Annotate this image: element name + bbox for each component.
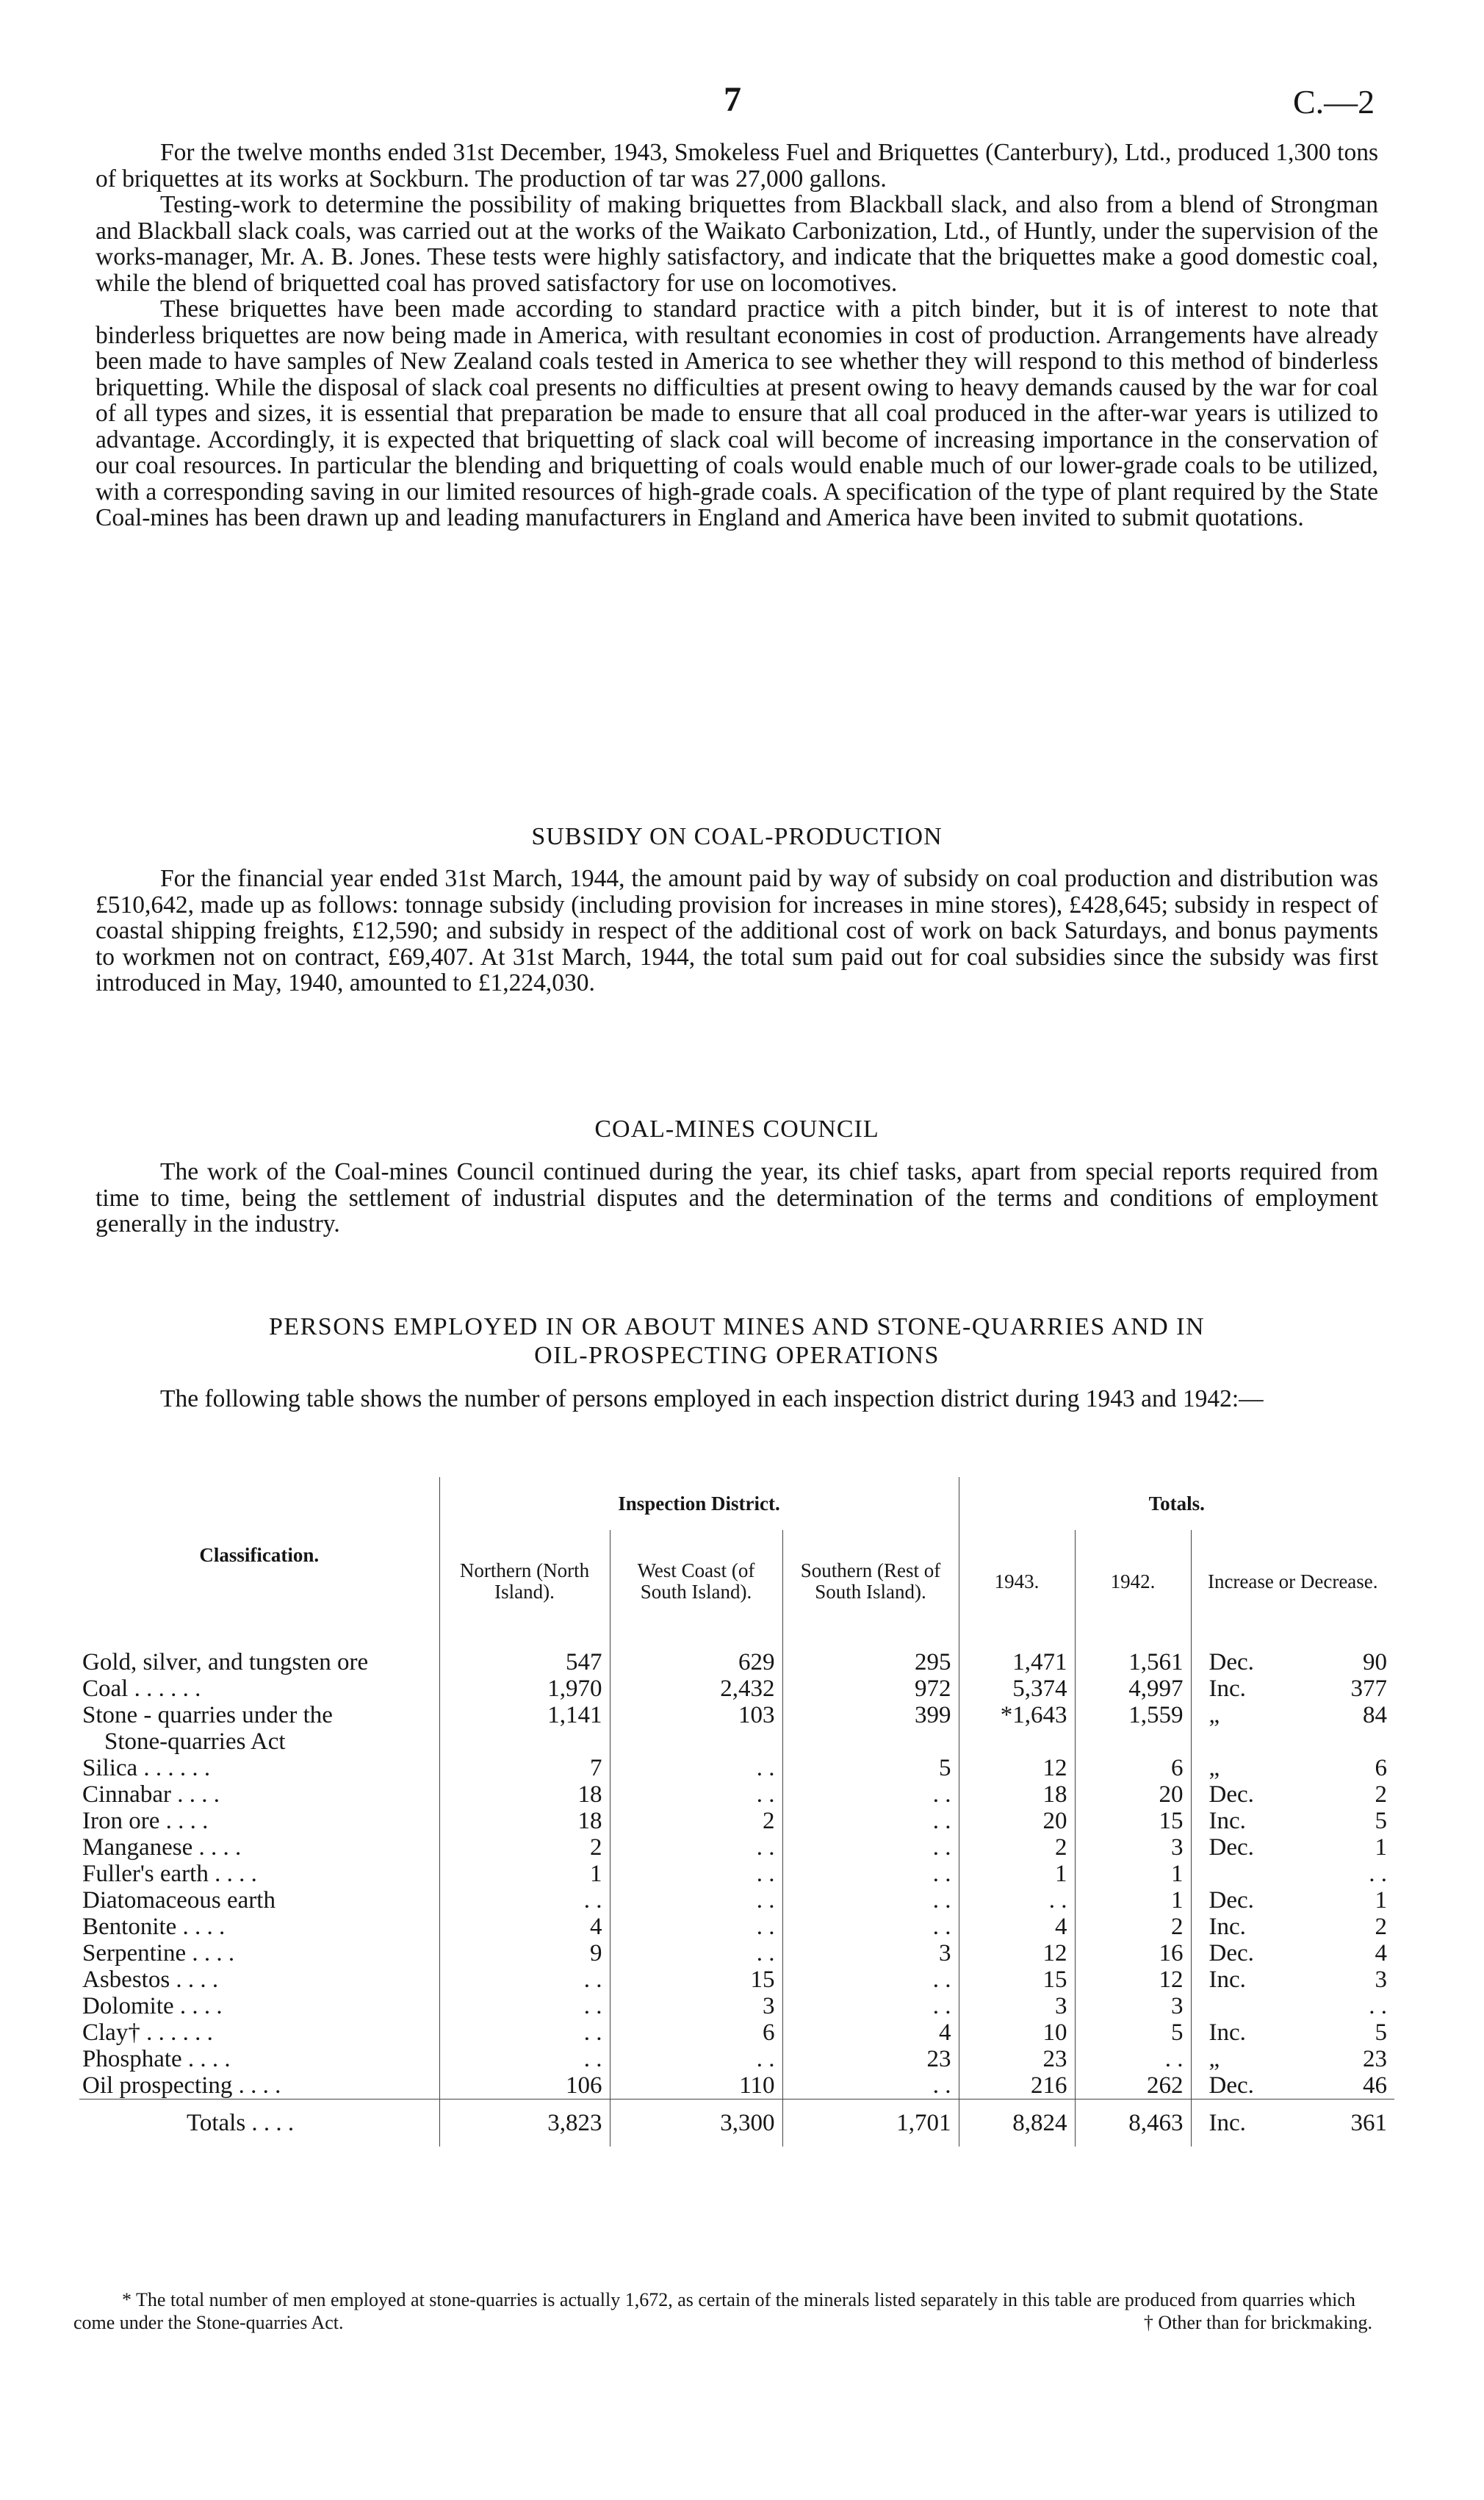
cell-change-value: 1 (1375, 1834, 1387, 1861)
cell-northern: 2 (439, 1834, 610, 1861)
cell-west-coast: 629 (610, 1633, 782, 1675)
cell-change: Inc. (1191, 1675, 1323, 1702)
table-row (79, 1633, 1394, 1675)
cell-west-coast: . . (610, 1834, 782, 1861)
cell-change-value: 5 (1375, 2019, 1387, 2046)
cell-1943 (959, 1728, 1075, 1755)
persons-heading-line2: OIL-PROSPECTING OPERATIONS (534, 1342, 940, 1369)
cell-west-coast: 103 (610, 1702, 782, 1728)
cell-west-coast: 110 (610, 2072, 782, 2100)
table-row (79, 1914, 1394, 1940)
cell-classification: Diatomaceous earth (82, 1887, 275, 1914)
paragraph: These briquettes have been made according to standard practice with a pitch binder, but it is of interest to note that binderless briquettes are now being made in America, with resultant economies in cost of production. Arrangements have already been made to have samples of New Zealand coals tested in America to see whether they will respond to this method of binderless briquetting. While the disposal of slack coal presents no difficulties at present owing to heavy demands caused by the war for coal of all types and sizes, it is essential that preparation be made to ensure that all coal produced in the after-war years is utilized to advantage. Accordingly, it is expected that briquetting of slack coal will become of increasing importance in the conservation of our coal resources. In particular the blending and briquetting of coals would enable much of our lower-grade coals to be utilized, with a corresponding saving in our limited resources of high-grade coals. A specification of the type of plant required by the State Coal-mines has been drawn up and leading manufacturers in England and America have been invited to submit quotations. (96, 295, 1378, 531)
subsidy-section (96, 866, 1378, 996)
persons-intro (96, 1386, 1378, 1412)
intro-section (96, 140, 1378, 531)
table-row (79, 1887, 1394, 1914)
cell-southern: . . (782, 2072, 959, 2100)
cell-1943: 10 (959, 2019, 1075, 2046)
cell-classification: Coal . . . . . . (82, 1675, 201, 1702)
cell-change: Dec. (1191, 2072, 1323, 2100)
cell-1942: 8,463 (1075, 2100, 1191, 2147)
cell-1943: 1 (959, 1861, 1075, 1887)
header-inspection-district: Inspection District. (439, 1477, 959, 1530)
cell-1943: 1,471 (959, 1633, 1075, 1675)
cell-change (1191, 1728, 1323, 1755)
cell-change: Dec. (1191, 1940, 1323, 1966)
paragraph: For the financial year ended 31st March, 1944, the amount paid by way of subsidy on coal production and distribution was £510,642, made up as follows: tonnage subsidy (including provision for increases in mine stores), £428,645; subsidy in respect of coastal shipping freights, £12,590; and subsidy in respect of the additional cost of work on back Saturdays, and bonus payments to workmen not on contract, £69,407. At 31st March, 1944, the total sum paid out for coal subsidies since the subsidy was first introduced in May, 1940, amounted to £1,224,030. (96, 865, 1378, 996)
cell-change: Inc. (1191, 2100, 1323, 2147)
cell-change-value: . . (1369, 1993, 1387, 2019)
cell-change: Inc. (1191, 1914, 1323, 1940)
table-row (79, 2046, 1394, 2072)
cell-classification: Iron ore . . . . (82, 1808, 209, 1834)
cell-1942: 1 (1075, 1887, 1191, 1914)
cell-1942: 5 (1075, 2019, 1191, 2046)
cell-1943: 12 (959, 1940, 1075, 1966)
cell-northern: 1,141 (439, 1702, 610, 1728)
cell-change: „ (1191, 1755, 1323, 1781)
cell-classification: Clay† . . . . . . (82, 2019, 213, 2046)
cell-change-value: 3 (1375, 1966, 1387, 1993)
cell-1943: 20 (959, 1808, 1075, 1834)
totals-row (79, 2100, 1394, 2147)
cell-change-value (1323, 1728, 1394, 1755)
cell-west-coast (610, 1728, 782, 1755)
council-section (96, 1159, 1378, 1238)
table-row (79, 1993, 1394, 2019)
cell-west-coast: . . (610, 1940, 782, 1966)
cell-1943: 5,374 (959, 1675, 1075, 1702)
cell-1942: 2 (1075, 1914, 1191, 1940)
cell-classification: Gold, silver, and tungsten ore (82, 1649, 369, 1675)
cell-1943: . . (959, 1887, 1075, 1914)
page-number: 7 (724, 80, 741, 119)
employment-table (79, 1477, 1394, 2147)
table-row (79, 1861, 1394, 1887)
cell-totals-label: Totals . . . . (79, 2100, 439, 2147)
cell-northern: 1,970 (439, 1675, 610, 1702)
cell-1943: 8,824 (959, 2100, 1075, 2147)
cell-northern: 3,823 (439, 2100, 610, 2147)
header-totals: Totals. (959, 1477, 1394, 1530)
cell-change-value: 377 (1350, 1675, 1387, 1702)
paragraph: The following table shows the number of persons employed in each inspection district during 1943 and 1942:— (160, 1385, 1264, 1412)
subsidy-heading: SUBSIDY ON COAL-PRODUCTION (531, 823, 943, 850)
cell-west-coast: . . (610, 1887, 782, 1914)
cell-1942: 4,997 (1075, 1675, 1191, 1702)
cell-west-coast: . . (610, 1861, 782, 1887)
cell-classification: Stone - quarries under the (82, 1702, 333, 1728)
cell-northern: 9 (439, 1940, 610, 1966)
table-row (79, 2072, 1394, 2100)
cell-change: Dec. (1191, 1781, 1323, 1808)
cell-1942: 15 (1075, 1808, 1191, 1834)
cell-southern: 3 (782, 1940, 959, 1966)
cell-1943: 23 (959, 2046, 1075, 2072)
cell-southern: 399 (782, 1702, 959, 1728)
cell-southern: . . (782, 1834, 959, 1861)
paragraph: For the twelve months ended 31st December, 1943, Smokeless Fuel and Briquettes (Canterbury), Ltd., produced 1,300 tons of briquettes at its works at Sockburn. The production of tar was 27,000 gallons. (96, 139, 1378, 193)
cell-change: Inc. (1191, 1808, 1323, 1834)
cell-southern: 23 (782, 2046, 959, 2072)
cell-change-value: 6 (1375, 1755, 1387, 1781)
table-row (79, 1675, 1394, 1702)
table-row (79, 1834, 1394, 1861)
cell-southern (782, 1728, 959, 1755)
cell-change: Inc. (1191, 2019, 1323, 2046)
cell-southern: 1,701 (782, 2100, 959, 2147)
cell-northern: . . (439, 1966, 610, 1993)
cell-classification: Phosphate . . . . (82, 2046, 231, 2072)
cell-classification: Silica . . . . . . (82, 1755, 211, 1781)
cell-southern: 972 (782, 1675, 959, 1702)
cell-west-coast: 3 (610, 1993, 782, 2019)
cell-west-coast: . . (610, 2046, 782, 2072)
cell-southern: 4 (782, 2019, 959, 2046)
cell-1942: 1 (1075, 1861, 1191, 1887)
cell-1942 (1075, 1728, 1191, 1755)
cell-northern: 547 (439, 1633, 610, 1675)
cell-southern: . . (782, 1861, 959, 1887)
cell-classification: Stone-quarries Act (104, 1728, 286, 1755)
paragraph: The work of the Coal-mines Council continued during the year, its chief tasks, apart from special reports required from time to time, being the settlement of industrial disputes and the determination of the terms and conditions of employment generally in the industry. (96, 1158, 1378, 1238)
table-row (79, 1940, 1394, 1966)
cell-1942: . . (1075, 2046, 1191, 2072)
paragraph: Testing-work to determine the possibility of making briquettes from Blackball slack, and also from a blend of Strongman and Blackball slack coals, was carried out at the works of the Waikato Carbonization, Ltd., of Huntly, under the supervision of the works-manager, Mr. A. B. Jones. These tests were highly satisfactory, and indicate that the briquettes make a good domestic coal, while the blend of briquetted coal has proved satisfactory for use on locomotives. (96, 191, 1378, 297)
persons-heading-line1: PERSONS EMPLOYED IN OR ABOUT MINES AND STONE-QUARRIES AND IN (268, 1313, 1206, 1340)
cell-1942: 262 (1075, 2072, 1191, 2100)
cell-change-value: 5 (1375, 1808, 1387, 1834)
cell-1943: 2 (959, 1834, 1075, 1861)
cell-change (1191, 1861, 1323, 1887)
cell-northern: 18 (439, 1781, 610, 1808)
cell-change-value: 2 (1375, 1914, 1387, 1940)
cell-1942: 6 (1075, 1755, 1191, 1781)
cell-1943: 4 (959, 1914, 1075, 1940)
header-change: Increase or Decrease. (1191, 1530, 1394, 1633)
cell-1942: 1,561 (1075, 1633, 1191, 1675)
cell-change-value: 84 (1363, 1702, 1387, 1728)
header-southern: Southern (Rest of South Island). (782, 1530, 959, 1633)
cell-classification: Asbestos . . . . (82, 1966, 219, 1993)
cell-northern (439, 1728, 610, 1755)
council-heading: COAL-MINES COUNCIL (594, 1116, 879, 1143)
cell-change: Inc. (1191, 1966, 1323, 1993)
cell-1942: 16 (1075, 1940, 1191, 1966)
cell-northern: . . (439, 2046, 610, 2072)
header-northern: Northern (North Island). (439, 1530, 610, 1633)
cell-change: Dec. (1191, 1633, 1323, 1675)
cell-west-coast: . . (610, 1755, 782, 1781)
cell-northern: 7 (439, 1755, 610, 1781)
cell-1942: 3 (1075, 1993, 1191, 2019)
footnote-star: * The total number of men employed at stone-quarries is actually 1,672, as certain of the minerals listed separately in this table are produced from quarries which come under the Stone-quarries Act. (73, 2289, 1355, 2333)
cell-southern: 5 (782, 1755, 959, 1781)
cell-change-value: 23 (1363, 2046, 1387, 2072)
cell-1943: 216 (959, 2072, 1075, 2100)
cell-northern: 4 (439, 1914, 610, 1940)
cell-1943: 12 (959, 1755, 1075, 1781)
cell-change-value: 90 (1363, 1649, 1387, 1675)
header-1942: 1942. (1075, 1530, 1191, 1633)
table-row (79, 2019, 1394, 2046)
table-row (79, 1728, 1394, 1755)
cell-southern: . . (782, 1808, 959, 1834)
footnote-dagger: † Other than for brickmaking. (1143, 2312, 1372, 2333)
cell-northern: 1 (439, 1861, 610, 1887)
cell-change-value: 2 (1375, 1781, 1387, 1808)
cell-west-coast: 3,300 (610, 2100, 782, 2147)
table-row (79, 1755, 1394, 1781)
cell-west-coast: 2,432 (610, 1675, 782, 1702)
cell-northern: . . (439, 2019, 610, 2046)
cell-southern: 295 (782, 1633, 959, 1675)
cell-southern: . . (782, 1781, 959, 1808)
cell-change-value: 361 (1323, 2100, 1394, 2147)
persons-heading (96, 1312, 1378, 1370)
cell-northern: . . (439, 1887, 610, 1914)
header-west-coast: West Coast (of South Island). (610, 1530, 782, 1633)
cell-1943: 15 (959, 1966, 1075, 1993)
cell-southern: . . (782, 1887, 959, 1914)
cell-change-value: 46 (1363, 2072, 1387, 2099)
cell-northern: 18 (439, 1808, 610, 1834)
cell-1943: *1,643 (959, 1702, 1075, 1728)
cell-classification: Serpentine . . . . (82, 1940, 235, 1966)
cell-west-coast: . . (610, 1914, 782, 1940)
cell-west-coast: . . (610, 1781, 782, 1808)
footnotes (73, 2288, 1378, 2334)
cell-change-value: 4 (1375, 1940, 1387, 1966)
cell-classification: Manganese . . . . (82, 1834, 242, 1861)
cell-southern: . . (782, 1993, 959, 2019)
cell-change: „ (1191, 2046, 1323, 2072)
cell-southern: . . (782, 1966, 959, 1993)
header-classification: Classification. (199, 1543, 320, 1566)
header-1943: 1943. (959, 1530, 1075, 1633)
document-code: C.—2 (1293, 83, 1375, 121)
cell-west-coast: 6 (610, 2019, 782, 2046)
table-row (79, 1781, 1394, 1808)
cell-southern: . . (782, 1914, 959, 1940)
cell-classification: Oil prospecting . . . . (82, 2072, 281, 2099)
cell-change-value: . . (1369, 1861, 1387, 1887)
table-row (79, 1966, 1394, 1993)
cell-change (1191, 1993, 1323, 2019)
cell-classification: Cinnabar . . . . (82, 1781, 220, 1808)
cell-1943: 3 (959, 1993, 1075, 2019)
cell-west-coast: 2 (610, 1808, 782, 1834)
table-row (79, 1702, 1394, 1728)
cell-west-coast: 15 (610, 1966, 782, 1993)
cell-1942: 20 (1075, 1781, 1191, 1808)
cell-classification: Bentonite . . . . (82, 1914, 226, 1940)
cell-northern: . . (439, 1993, 610, 2019)
cell-1942: 3 (1075, 1834, 1191, 1861)
table-row (79, 1808, 1394, 1834)
cell-1943: 18 (959, 1781, 1075, 1808)
cell-classification: Fuller's earth . . . . (82, 1861, 257, 1887)
cell-classification: Dolomite . . . . (82, 1993, 223, 2019)
cell-change-value: 1 (1375, 1887, 1387, 1914)
cell-northern: 106 (439, 2072, 610, 2100)
cell-change: Dec. (1191, 1834, 1323, 1861)
cell-change: „ (1191, 1702, 1323, 1728)
cell-1942: 1,559 (1075, 1702, 1191, 1728)
cell-1942: 12 (1075, 1966, 1191, 1993)
cell-change: Dec. (1191, 1887, 1323, 1914)
